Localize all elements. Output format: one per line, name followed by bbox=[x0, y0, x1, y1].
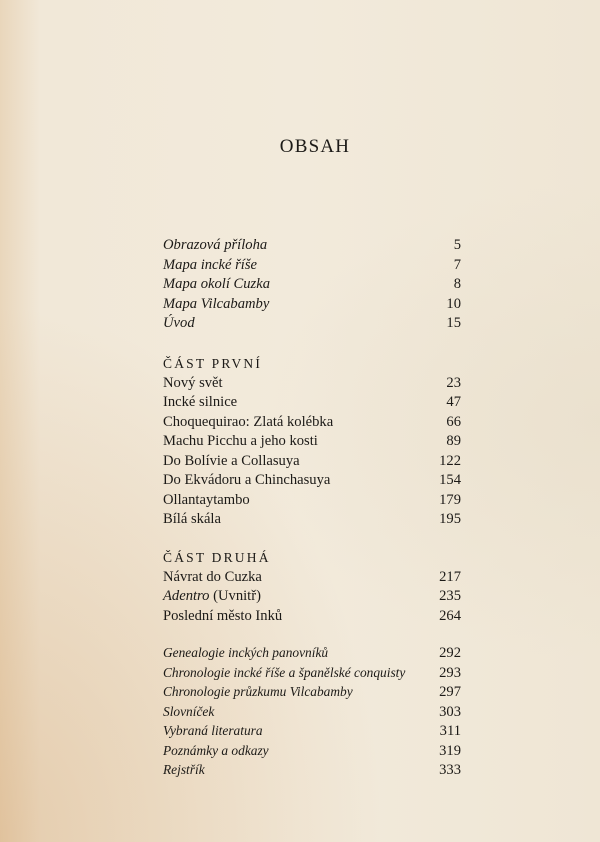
toc-entry-page: 66 bbox=[446, 413, 461, 430]
toc-entry bbox=[163, 721, 461, 741]
toc-entry bbox=[163, 510, 461, 530]
toc-entry-page: 89 bbox=[446, 433, 461, 449]
toc-entry bbox=[163, 236, 461, 256]
toc-entry bbox=[163, 374, 461, 394]
toc-entry bbox=[163, 682, 461, 702]
toc-entry bbox=[163, 314, 461, 334]
toc-entry-title: Machu Picchu a jeho kosti bbox=[163, 433, 318, 449]
toc-entry bbox=[163, 663, 461, 683]
toc-entry-page: 319 bbox=[439, 742, 461, 759]
toc-entry-title: Do Bolívie a Collasuya bbox=[163, 452, 300, 469]
toc-entry-title: Poslední město Inků bbox=[163, 607, 283, 624]
toc-entry-page: 311 bbox=[439, 723, 461, 739]
toc-entry-title: Genealogie inckých panovníků bbox=[163, 645, 329, 660]
toc-entry-title: Úvod bbox=[163, 315, 195, 331]
toc-entry-page: 5 bbox=[453, 237, 461, 253]
toc-entry-title-italic: Adentro bbox=[163, 588, 210, 604]
toc-entry bbox=[163, 568, 461, 588]
toc-entry-page: 292 bbox=[439, 645, 461, 661]
toc-entry-page: 122 bbox=[439, 452, 461, 469]
toc-entry bbox=[163, 393, 461, 413]
toc-entry-title: Poznámky a odkazy bbox=[163, 742, 269, 758]
toc-entry bbox=[163, 741, 461, 761]
toc-entry-page: 297 bbox=[439, 684, 461, 700]
toc-entry-title: Ollantaytambo bbox=[163, 491, 250, 508]
toc-entry bbox=[163, 702, 461, 722]
toc-entry bbox=[163, 491, 461, 511]
toc-entry bbox=[163, 607, 461, 627]
toc-entry-title: Rejstřík bbox=[163, 762, 205, 777]
toc-entry-title: Vybraná literatura bbox=[163, 723, 263, 738]
toc-entry-page: 7 bbox=[453, 256, 461, 273]
toc-entry-page: 264 bbox=[439, 607, 461, 624]
toc-entry-page: 217 bbox=[439, 568, 461, 585]
toc-entry bbox=[163, 471, 461, 491]
toc-entry-title: Do Ekvádoru a Chinchasuya bbox=[163, 472, 331, 488]
toc-entry-title: Chronologie průzkumu Vilcabamby bbox=[163, 684, 353, 699]
toc-entry bbox=[163, 295, 461, 315]
toc-entry-title: Slovníček bbox=[163, 703, 215, 719]
toc-entry-page: 154 bbox=[439, 472, 461, 488]
toc-entry-page: 47 bbox=[446, 394, 461, 410]
toc-entry-title: Choquequirao: Zlatá kolébka bbox=[163, 413, 334, 430]
toc-entry-page: 23 bbox=[446, 374, 461, 391]
table-of-contents bbox=[163, 236, 461, 780]
toc-entry bbox=[163, 256, 461, 276]
toc-entry-page: 195 bbox=[439, 511, 461, 527]
toc-entry-title: Mapa incké říše bbox=[163, 256, 258, 273]
toc-entry-title-rest: (Uvnitř) bbox=[209, 588, 261, 604]
toc-entry-page: 15 bbox=[446, 315, 461, 331]
toc-entry bbox=[163, 275, 461, 295]
toc-entry bbox=[163, 760, 461, 780]
toc-entry bbox=[163, 432, 461, 452]
toc-entry bbox=[163, 413, 461, 433]
toc-entry-page: 235 bbox=[439, 588, 461, 604]
toc-entry-page: 10 bbox=[446, 295, 461, 312]
toc-entry-page: 293 bbox=[439, 664, 461, 681]
toc-entry-title: Chronologie incké říše a španělské conquisty bbox=[163, 664, 406, 680]
toc-entry-page: 333 bbox=[439, 762, 461, 778]
page-title: OBSAH bbox=[279, 136, 351, 157]
toc-entry-title: Nový svět bbox=[163, 374, 223, 391]
toc-entry-page: 8 bbox=[453, 276, 461, 292]
toc-entry-title: Návrat do Cuzka bbox=[163, 568, 262, 585]
toc-entry-title bbox=[163, 587, 261, 607]
toc-entry-title: Mapa okolí Cuzka bbox=[163, 276, 271, 292]
toc-entry-page: 179 bbox=[439, 491, 461, 508]
toc-entry-title: Mapa Vilcabamby bbox=[163, 295, 270, 312]
toc-entry bbox=[163, 452, 461, 472]
toc-entry bbox=[163, 587, 461, 607]
toc-entry-title: Incké silnice bbox=[163, 394, 238, 410]
section-heading-part-one: ČÁST PRVNÍ bbox=[163, 355, 263, 371]
toc-entry-title: Bílá skála bbox=[163, 511, 221, 527]
section-heading-part-two: ČÁST DRUHÁ bbox=[163, 549, 271, 565]
toc-entry-page: 303 bbox=[439, 703, 461, 720]
toc-entry bbox=[163, 643, 461, 663]
toc-entry-title: Obrazová příloha bbox=[163, 237, 268, 253]
